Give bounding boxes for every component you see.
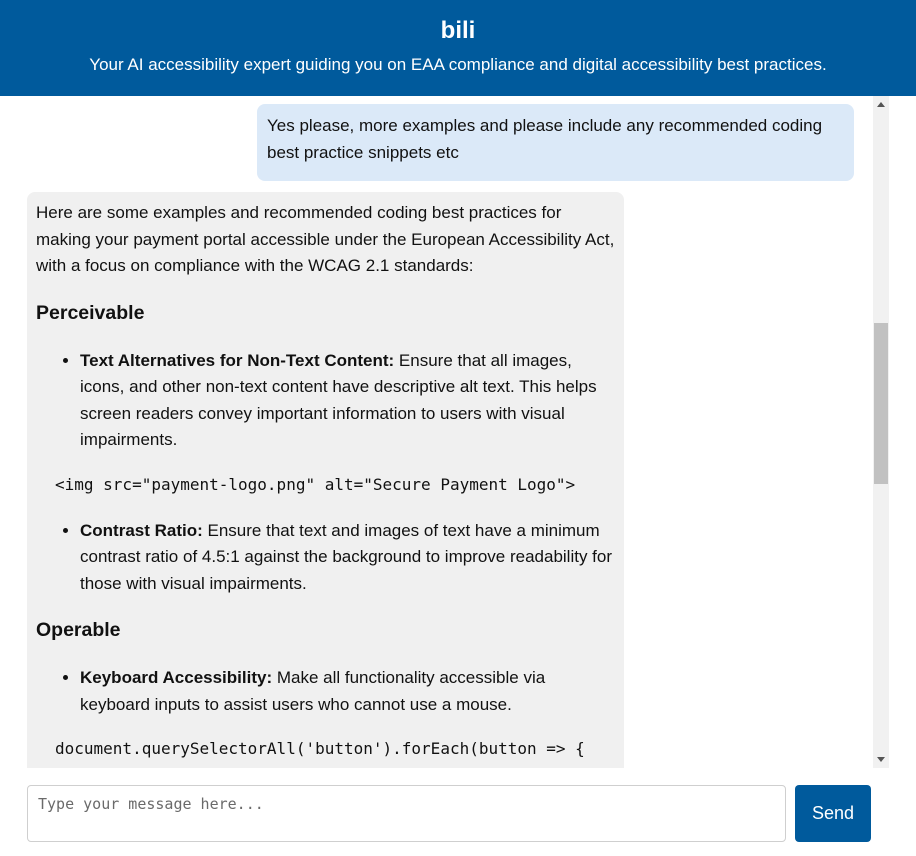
app-header — [0, 0, 916, 96]
chevron-up-icon[interactable] — [877, 102, 885, 107]
assistant-intro: Here are some examples and recommended coding best practices for making your payment portal accessible under the European Accessibility Act, with a focus on compliance with the WCAG 2.1 standards: — [36, 203, 615, 275]
item-text: Ensure that text and images of text have a minimum contrast ratio of 4.5:1 against the background to improve readability for those with visual impairments. — [80, 520, 613, 593]
operable-list — [36, 665, 615, 718]
code-snippet: <img src="payment-logo.png" alt="Secure Payment Logo"> — [55, 474, 576, 494]
section-heading-perceivable: Perceivable — [36, 301, 145, 324]
app-title: bili — [440, 17, 476, 44]
message-input[interactable] — [27, 785, 786, 842]
message-composer — [0, 768, 916, 856]
list-item — [80, 518, 615, 598]
chevron-down-icon[interactable] — [877, 757, 885, 762]
item-text: Ensure that all images, icons, and other non-text content have descriptive alt text. This helps screen readers convey important information to users with visual impairments. — [80, 350, 597, 449]
user-message-text: Yes please, more examples and please include any recommended coding best practice snippets etc — [267, 116, 823, 162]
send-button[interactable]: Send — [795, 785, 871, 842]
code-snippet: document.querySelectorAll('button').forEach(button => { — [55, 739, 585, 758]
assistant-message — [27, 192, 624, 768]
list-item — [80, 348, 615, 454]
chat-log[interactable] — [0, 96, 916, 768]
section-heading-operable: Operable — [36, 619, 121, 641]
item-title: Contrast Ratio: — [80, 520, 203, 540]
item-title: Text Alternatives for Non-Text Content: — [80, 350, 395, 370]
app-subtitle: Your AI accessibility expert guiding you on EAA compliance and digital accessibility best practices. — [89, 55, 827, 74]
perceivable-list — [36, 348, 615, 454]
scrollbar-thumb[interactable] — [874, 323, 888, 484]
user-message — [257, 104, 854, 181]
item-title: Keyboard Accessibility: — [80, 668, 273, 687]
chat-scrollbar[interactable] — [873, 96, 889, 768]
item-text: Make all functionality accessible via keyboard inputs to assist users who cannot use a mouse. — [80, 668, 546, 714]
list-item — [80, 665, 615, 718]
perceivable-list-2 — [36, 518, 615, 598]
